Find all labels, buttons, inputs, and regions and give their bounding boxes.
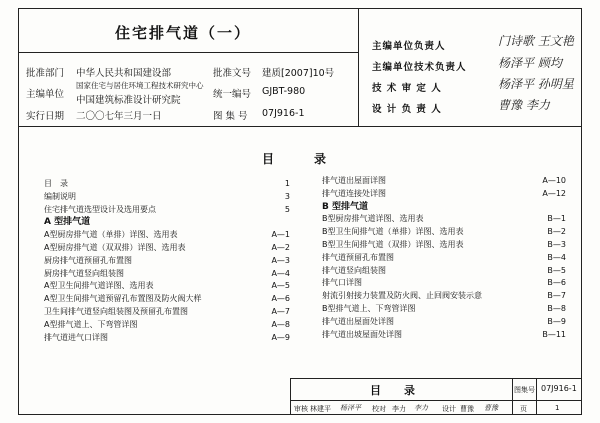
titleblock-div2	[536, 378, 537, 415]
toc-entry-label: 厨房排气道预留孔布置图	[44, 255, 132, 265]
toc-entry	[44, 242, 292, 254]
toc-entry-page: A—2	[271, 243, 290, 252]
document-title: 住宅排气道（一）	[115, 24, 252, 42]
toc-entry-page: 3	[284, 191, 290, 201]
check-signature: 李力	[414, 404, 428, 412]
responsible-role: 主编单位负责人	[372, 41, 446, 52]
toc-title: 目 录	[262, 152, 328, 166]
frame-right	[581, 8, 582, 415]
signature: 门诗歌 王文艳	[498, 34, 574, 48]
responsible-role: 主编单位技术负责人	[372, 62, 467, 73]
titleblock-top	[290, 378, 582, 379]
titleblock-left	[290, 378, 291, 415]
approval-dept-label: 批准部门	[26, 68, 65, 79]
toc-entry-page: B—4	[547, 252, 566, 262]
toc-entry-label: B型排气道上、下弯管详图	[322, 304, 416, 313]
titleblock-mid	[290, 400, 582, 401]
impl-date: 二〇〇七年三月一日	[76, 111, 162, 122]
header-rule	[18, 52, 358, 53]
toc-entry-page: 5	[284, 204, 290, 214]
toc-entry-label: A 型排气道	[44, 217, 91, 228]
frame-top	[18, 8, 582, 9]
toc-entry-label: A型厨房排气道（双双排）详图、选用表	[44, 243, 186, 252]
toc-entry-page: A—3	[271, 255, 290, 265]
titleblock-div1	[512, 378, 513, 415]
toc-entry	[44, 229, 292, 241]
check-name: 李力	[392, 405, 406, 413]
frame-left	[18, 8, 19, 415]
toc-entry-label: A型卫生间排气道预留孔布置图及防火阀大样	[44, 294, 202, 304]
toc-entry-page: B—7	[547, 291, 566, 301]
toc-entry-page: A—8	[271, 319, 290, 329]
toc-entry-label: B型厨房排气道详图、选用表	[322, 214, 424, 224]
toc-entry-page: 1	[284, 179, 290, 188]
editor-unit-line2: 中国建筑标准设计研究院	[76, 95, 181, 106]
titleblock-atlas-label: 图集号	[514, 386, 535, 394]
titleblock-atlas-value: 07J916-1	[541, 384, 577, 393]
toc-entry	[44, 280, 292, 292]
toc-entry-label: 射流引射接力装置及防火阀、止回阀安装示意	[322, 291, 482, 301]
unified-no-label: 统一编号	[213, 89, 252, 100]
toc-entry-label: 排气口详图	[322, 278, 362, 288]
signature: 曹豫 李力	[498, 98, 550, 112]
approval-dept: 中华人民共和国建设部	[76, 68, 172, 79]
review-name: 林建平	[310, 405, 331, 413]
toc-entry-label: 排气道进气口详图	[44, 332, 108, 342]
toc-entry	[322, 252, 568, 264]
toc-entry	[44, 204, 292, 216]
toc-entry	[322, 239, 568, 251]
toc-entry-label: B型卫生间排气道（双排）详图、选用表	[322, 240, 464, 249]
toc-entry-label: 排气道出屋面详图	[322, 176, 386, 185]
approval-doc: 建质[2007]10号	[262, 68, 335, 79]
toc-entry-page: B—2	[547, 227, 566, 237]
toc-entry-page: B—8	[547, 304, 566, 313]
toc-entry-label: 编制说明	[44, 191, 76, 201]
check-label: 校对	[372, 405, 386, 413]
toc-entry	[44, 293, 292, 305]
toc-entry	[322, 303, 568, 315]
editor-unit-line1: 国家住宅与居住环境工程技术研究中心	[76, 81, 204, 90]
toc-entry-page: B—3	[547, 240, 566, 249]
signature: 杨泽平 孙明星	[498, 77, 574, 91]
toc-entry	[44, 191, 292, 203]
toc-section-heading	[322, 201, 568, 213]
design-label: 设计	[442, 405, 456, 413]
toc-entry	[44, 332, 292, 344]
page-label: 页	[520, 405, 527, 413]
toc-entry-label: A型排气道上、下弯管详图	[44, 319, 138, 329]
unified-no: GJBT-980	[262, 86, 306, 97]
design-name: 曹豫	[460, 405, 474, 413]
toc-entry-page: B—1	[547, 214, 566, 224]
toc-entry	[322, 329, 568, 341]
design-signature: 曹豫	[484, 404, 498, 412]
toc-section-heading	[44, 216, 292, 228]
toc-entry-label: 排气道预留孔布置图	[322, 252, 394, 262]
toc-entry	[44, 306, 292, 318]
toc-entry	[322, 316, 568, 328]
toc-entry-page: A—12	[542, 188, 566, 198]
toc-entry-label: 厨房排气道竖向组装图	[44, 268, 124, 278]
toc-entry	[322, 277, 568, 289]
toc-entry-page: B—9	[547, 316, 566, 326]
toc-entry-label: 排气道竖向组装图	[322, 265, 386, 275]
toc-entry	[322, 188, 568, 200]
toc-entry-label: 排气道出坡屋面处详图	[322, 329, 402, 339]
editor-unit-label: 主编单位	[26, 89, 65, 100]
toc-entry	[44, 268, 292, 280]
toc-entry	[44, 255, 292, 267]
review-label: 审核	[294, 405, 308, 413]
frame-bottom	[18, 414, 582, 415]
atlas-no-label: 图 集 号	[213, 111, 248, 122]
toc-entry-page: B—5	[547, 265, 566, 275]
toc-entry-label: 住宅排气道选型设计及选用要点	[44, 204, 156, 214]
impl-date-label: 实行日期	[26, 111, 65, 122]
toc-entry-page: A—9	[271, 332, 290, 342]
toc-entry-label: A型卫生间排气道详图、选用表	[44, 281, 154, 291]
titleblock-name: 目 录	[370, 384, 421, 397]
toc-entry-page: A—7	[271, 307, 290, 316]
toc-entry	[322, 213, 568, 225]
toc-entry-page: A—5	[271, 281, 290, 291]
toc-entry-page: B—11	[542, 329, 566, 339]
toc-entry	[44, 178, 292, 190]
toc-entry	[322, 265, 568, 277]
toc-entry-label: A型厨房排气道（单排）详图、选用表	[44, 230, 178, 240]
page-value: 1	[555, 404, 560, 412]
review-signature: 杨泽平	[340, 404, 361, 412]
signature: 杨泽平 顾均	[498, 56, 562, 70]
toc-entry-label: B 型排气道	[322, 201, 368, 212]
toc-entry-label: 卫生间排气道竖向组装图及预留孔布置图	[44, 307, 188, 316]
toc-entry	[322, 290, 568, 302]
toc-entry-page: A—10	[542, 176, 566, 185]
toc-entry-page: A—1	[271, 230, 290, 240]
toc-entry-page: A—6	[271, 294, 290, 304]
toc-entry-label: 排气道出屋面处详图	[322, 316, 394, 326]
toc-entry-label: 排气道连接处详图	[322, 188, 386, 198]
atlas-no: 07J916-1	[262, 108, 305, 119]
header-divider	[358, 8, 359, 126]
approval-doc-label: 批准文号	[213, 68, 252, 79]
toc-entry	[322, 226, 568, 238]
toc-entry-label: B型卫生间排气道（单排）详图、选用表	[322, 227, 464, 237]
responsible-role: 设 计 负 责 人	[372, 104, 442, 115]
header-bottom-rule	[18, 126, 582, 127]
responsible-role: 技 术 审 定 人	[372, 83, 442, 94]
toc-entry-page: A—4	[271, 268, 290, 278]
toc-entry-page: B—6	[547, 278, 566, 288]
toc-entry-label: 目 录	[44, 179, 68, 188]
toc-entry	[44, 319, 292, 331]
toc-entry	[322, 175, 568, 187]
